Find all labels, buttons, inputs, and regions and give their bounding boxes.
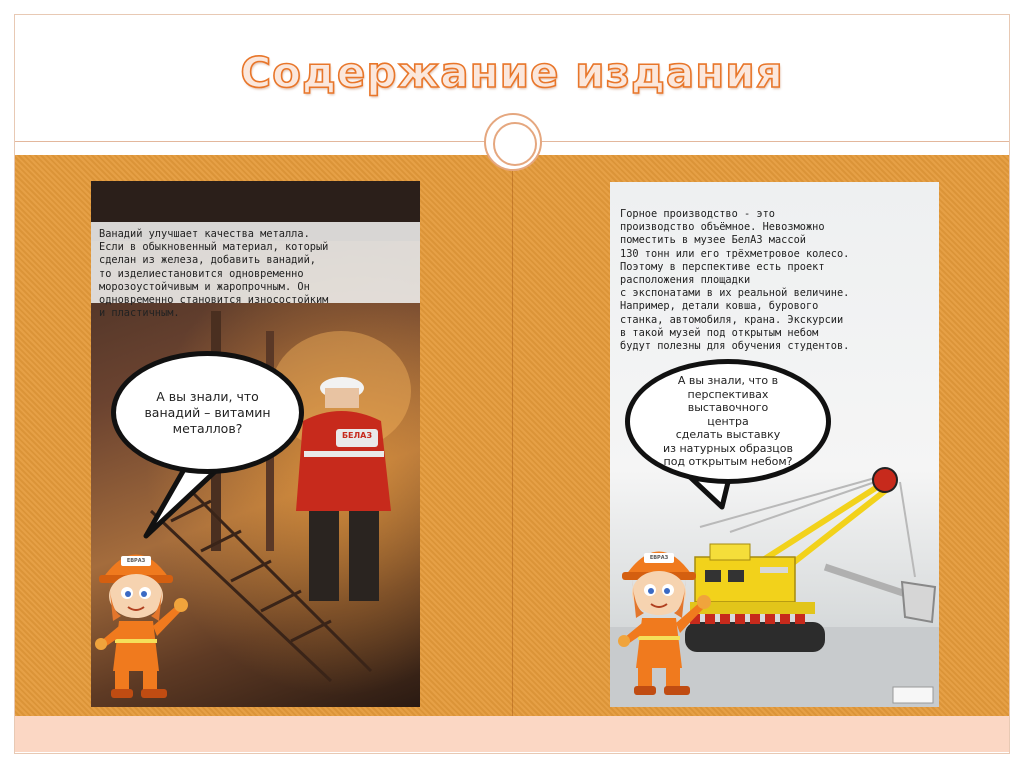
mascot-helmet-label: ЕВРАЗ [126,558,146,564]
center-divider [512,155,513,716]
mascot-helmet-label: ЕВРАЗ [649,555,669,561]
left-comic-page [91,181,420,707]
left-speech-bubble: А вы знали, что ванадий – витамин металлов? [111,351,304,474]
left-page-caption: Ванадий улучшает качества металла. Если в обыкновенный материал, который сделан из железа, добавить ванадий, то изделиестановится одновременно морозоустойчивым и жаропрочным. Он одновременно становится износостойким и пластичным. [91,222,420,303]
mascot-illustration [91,181,420,707]
mascot-illustration [610,182,939,707]
footer-strip [15,716,1009,752]
worker-jacket-label: БЕЛАЗ [341,431,373,440]
right-comic-page [610,182,939,707]
title-circle-ornament [484,113,542,171]
right-page-caption: Горное производство - это производство объёмное. Невозможно поместить в музее БелАЗ массой 130 тонн или его трёхметровое колесо. Поэтому в перспективе есть проект расположения площадки с экспонатами в их реальной величине. Например, детали ковша, бурового станка, автомобиля, крана. Экскурсии в такой музей под открытым небом будут полезны для обучения студентов. [620,208,850,353]
right-speech-bubble: А вы знали, что в перспективах выставочного центра сделать выставку из натурных образцов под открытым небом? [625,359,831,484]
slide-title: Содержание издания [240,48,784,97]
